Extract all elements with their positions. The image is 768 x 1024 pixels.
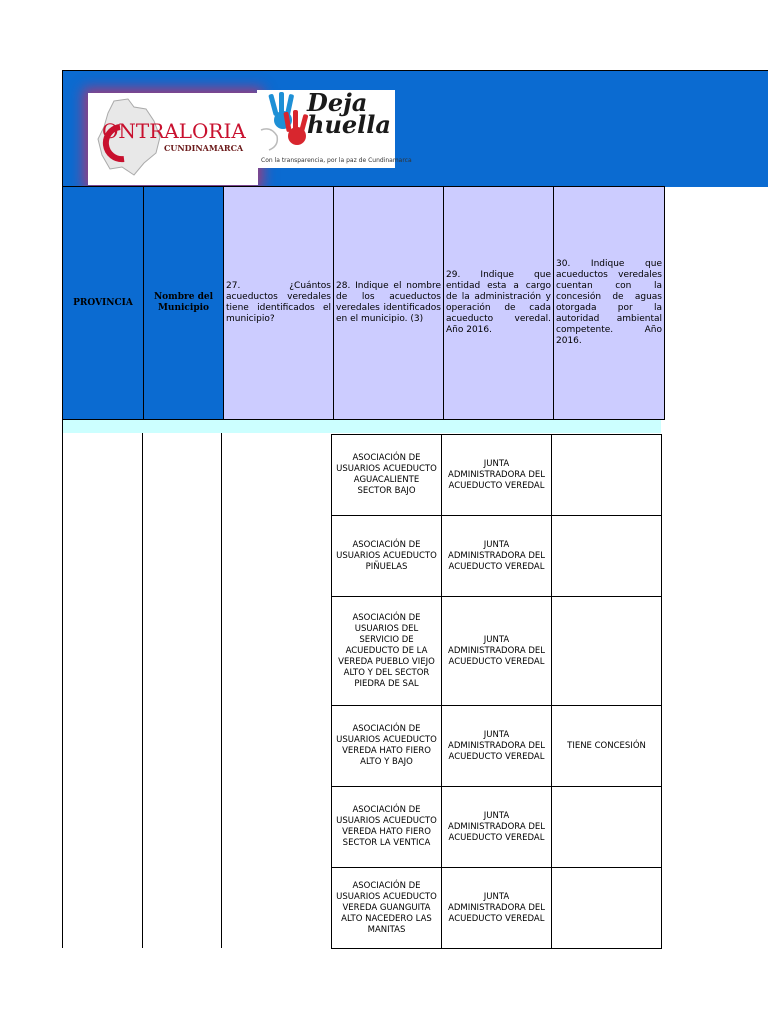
acueducto-name: ASOCIACIÓN DE USUARIOS ACUEDUCTO AGUACALIENTE SECTOR BAJO [332, 435, 442, 516]
concession-cell: TIENE CONCESIÓN [552, 706, 662, 787]
concession-cell [552, 516, 662, 597]
contraloria-logo [88, 93, 258, 185]
acueducto-name: ASOCIACIÓN DE USUARIOS ACUEDUCTO VEREDA HATO FIERO SECTOR LA VENTICA [332, 787, 442, 868]
entity-cell: JUNTA ADMINISTRADORA DEL ACUEDUCTO VEREDAL [442, 868, 552, 949]
table-row [332, 435, 662, 516]
col-q27: 27. ¿Cuántos acueductos veredales tiene identificados el municipio? [224, 187, 334, 420]
acueducto-name: ASOCIACIÓN DE USUARIOS DEL SERVICIO DE ACUEDUCTO DE LA VEREDA PUEBLO VIEJO ALTO Y DEL SECTOR PIEDRA DE SAL [332, 597, 442, 706]
acueducto-name: ASOCIACIÓN DE USUARIOS ACUEDUCTO PIÑUELAS [332, 516, 442, 597]
table-row [332, 597, 662, 706]
header-table [62, 186, 665, 420]
col-provincia: PROVINCIA [63, 187, 144, 420]
contraloria-subtitle: CUNDINAMARCA [164, 143, 244, 153]
grid-line [142, 433, 143, 948]
grid-line [221, 433, 222, 948]
concession-cell [552, 787, 662, 868]
grid-line [62, 433, 63, 948]
concession-cell [552, 435, 662, 516]
deja-huella-title: Deja huella [307, 88, 391, 139]
concession-cell [552, 597, 662, 706]
col-q29: 29. Indique que entidad esta a cargo de la administración y operación de cada acueducto veredal. Año 2016. [444, 187, 554, 420]
entity-cell: JUNTA ADMINISTRADORA DEL ACUEDUCTO VEREDAL [442, 516, 552, 597]
separator-strip [62, 420, 661, 433]
entity-cell: JUNTA ADMINISTRADORA DEL ACUEDUCTO VEREDAL [442, 435, 552, 516]
entity-cell: JUNTA ADMINISTRADORA DEL ACUEDUCTO VEREDAL [442, 597, 552, 706]
table-row [332, 787, 662, 868]
col-q28: 28. Indique el nombre de los acueductos veredales identificados en el municipio. (3) [334, 187, 444, 420]
entity-cell: JUNTA ADMINISTRADORA DEL ACUEDUCTO VEREDAL [442, 706, 552, 787]
col-municipio: Nombre del Municipio [144, 187, 224, 420]
deja-huella-tagline: Con la transparencia, por la paz de Cundinamarca [261, 157, 412, 164]
acueducto-name: ASOCIACIÓN DE USUARIOS ACUEDUCTO VEREDA GUANGUITA ALTO NACEDERO LAS MANITAS [332, 868, 442, 949]
concession-cell [552, 868, 662, 949]
table-row [332, 868, 662, 949]
table-row [332, 516, 662, 597]
col-q30: 30. Indique que acueductos veredales cuentan con la concesión de aguas otorgada por la autoridad ambiental competente. Año 2016. [554, 187, 665, 420]
entity-cell: JUNTA ADMINISTRADORA DEL ACUEDUCTO VEREDAL [442, 787, 552, 868]
acueductos-table [331, 434, 662, 949]
deja-huella-logo [257, 88, 412, 168]
acueducto-name: ASOCIACIÓN DE USUARIOS ACUEDUCTO VEREDA HATO FIERO ALTO Y BAJO [332, 706, 442, 787]
table-row [332, 706, 662, 787]
contraloria-wordmark: ONTRALORIA [102, 119, 246, 143]
